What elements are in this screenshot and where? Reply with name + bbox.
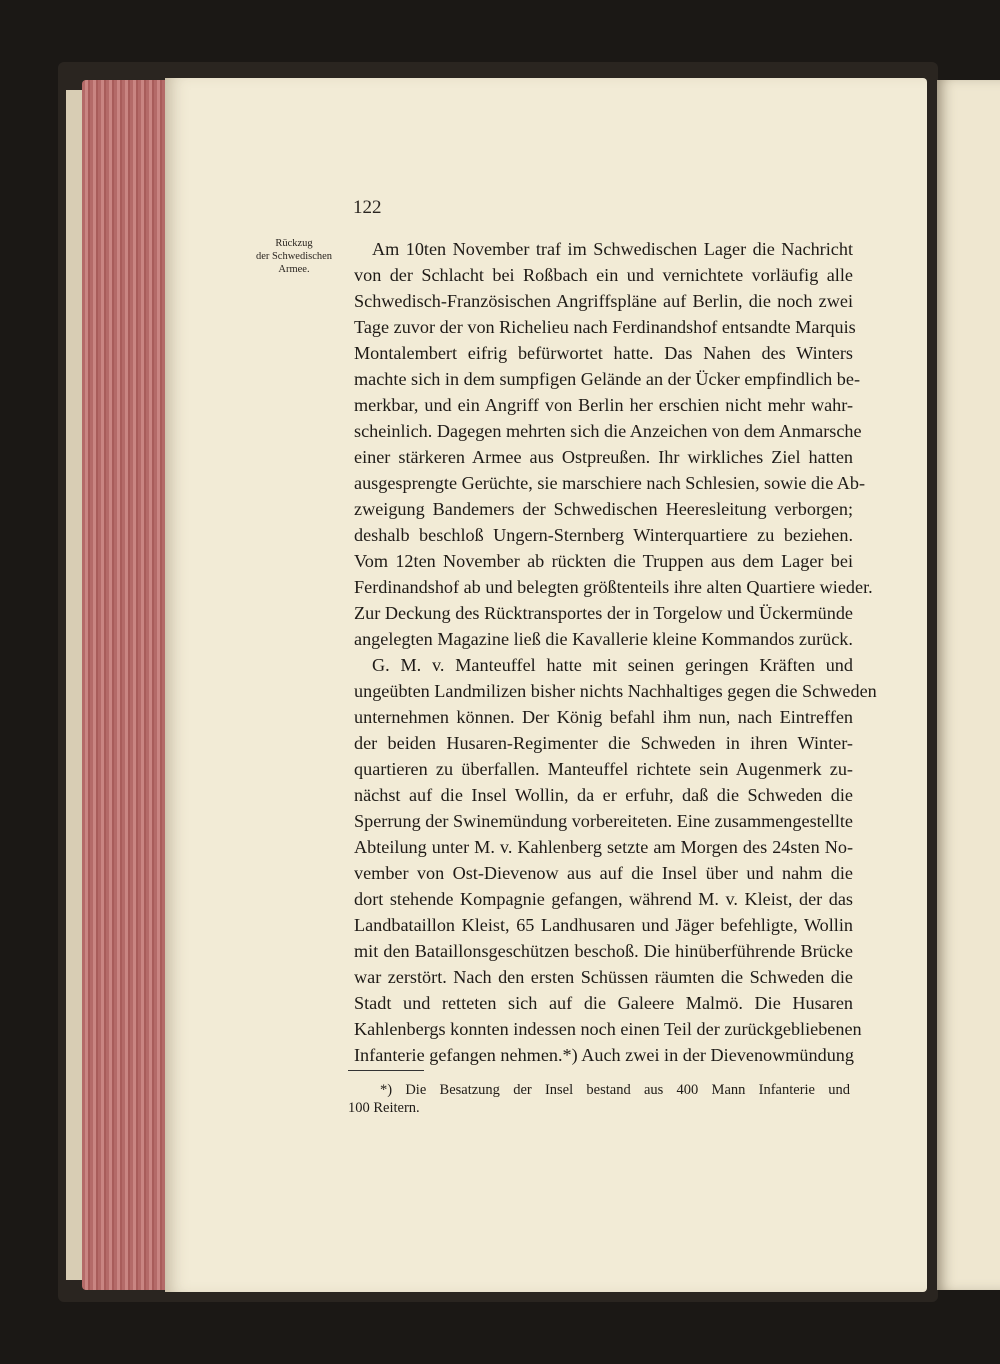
text-line: Vom 12ten November ab rückten die Truppen aus dem Lager bei: [354, 551, 853, 571]
page-number: 122: [353, 197, 382, 218]
text-line: merkbar, und ein Angriff von Berlin her erschien nicht mehr wahr-: [354, 395, 853, 415]
text-line: machte sich in dem sumpfigen Gelände an der Ücker empfindlich be-: [354, 369, 861, 389]
text-line: Abteilung unter M. v. Kahlenberg setzte am Morgen des 24sten No-: [354, 837, 853, 857]
text-line: nächst auf die Insel Wollin, da er erfuhr, daß die Schweden die: [354, 785, 853, 805]
margin-note: [250, 237, 338, 276]
text-line: scheinlich. Dagegen mehrten sich die Anzeichen von dem Anmarsche: [354, 421, 862, 441]
text-line: Montalembert eifrig befürwortet hatte. Das Nahen des Winters: [354, 343, 853, 363]
page-stack-red-edges: [82, 80, 168, 1290]
text-line: zweigung Bandemers der Schwedischen Heeresleitung verborgen;: [354, 499, 853, 519]
text-line: Zur Deckung des Rücktransportes der in Torgelow und Ückermünde: [354, 603, 853, 623]
text-line: von der Schlacht bei Roßbach ein und vernichtete vorläufig alle: [354, 265, 853, 285]
text-line: quartieren zu überfallen. Manteuffel richtete sein Augenmerk zu-: [354, 759, 853, 779]
text-line: der beiden Husaren-Regimenter die Schweden in ihren Winter-: [354, 733, 853, 753]
text-line: Stadt und retteten sich auf die Galeere Malmö. Die Husaren: [354, 993, 853, 1013]
margin-note-line: Armee.: [278, 264, 310, 275]
text-line: einer stärkeren Armee aus Ostpreußen. Ihr wirkliches Ziel hatten: [354, 447, 853, 467]
text-line: Kahlenbergs konnten indessen noch einen Teil der zurückgebliebenen: [354, 1019, 862, 1039]
text-line: vember von Ost-Dievenow aus auf die Insel über und nahm die: [354, 863, 853, 883]
footnote-line: *) Die Besatzung der Insel bestand aus 400 Mann Infanterie und: [380, 1082, 850, 1098]
text-line: Tage zuvor der von Richelieu nach Ferdinandshof entsandte Marquis: [354, 317, 856, 337]
footnote-line: 100 Reitern.: [348, 1100, 420, 1116]
margin-note-line: Rückzug: [275, 238, 313, 249]
text-line: Infanterie gefangen nehmen.*) Auch zwei in der Dievenowmündung: [354, 1045, 854, 1065]
margin-note-line: der Schwedischen: [255, 251, 333, 262]
text-line: Schwedisch-Französischen Angriffspläne auf Berlin, die noch zwei: [354, 291, 853, 311]
text-line: war zerstört. Nach den ersten Schüssen räumten die Schweden die: [354, 967, 853, 987]
text-line: mit den Bataillonsgeschützen beschoß. Die hinüberführende Brücke: [354, 941, 853, 961]
footnote: [348, 1081, 850, 1117]
text-line: Am 10ten November traf im Schwedischen Lager die Nachricht: [372, 239, 853, 259]
text-line: Landbataillon Kleist, 65 Landhusaren und Jäger befehligte, Wollin: [354, 915, 853, 935]
text-line: dort stehende Kompagnie gefangen, während M. v. Kleist, der das: [354, 889, 853, 909]
text-line: unternehmen können. Der König befahl ihm nun, nach Eintreffen: [354, 707, 853, 727]
text-line: Sperrung der Swinemündung vorbereiteten. Eine zusammengestellte: [354, 811, 854, 831]
text-line: deshalb beschloß Ungern-Sternberg Winterquartiere zu beziehen.: [354, 525, 853, 545]
text-line: Ferdinandshof ab und belegten größtenteils ihre alten Quartiere wieder.: [354, 577, 873, 597]
text-line: ungeübten Landmilizen bisher nichts Nachhaltiges gegen die Schweden: [354, 681, 877, 701]
footnote-rule: [348, 1070, 424, 1071]
text-line: angelegten Magazine ließ die Kavallerie kleine Kommandos zurück.: [354, 629, 853, 649]
text-line: ausgesprengte Gerüchte, sie marschiere nach Schlesien, sowie die Ab-: [354, 473, 866, 493]
text-line: G. M. v. Manteuffel hatte mit seinen geringen Kräften und: [372, 655, 853, 675]
body-text: [354, 236, 877, 1068]
facing-page: [937, 80, 1000, 1290]
